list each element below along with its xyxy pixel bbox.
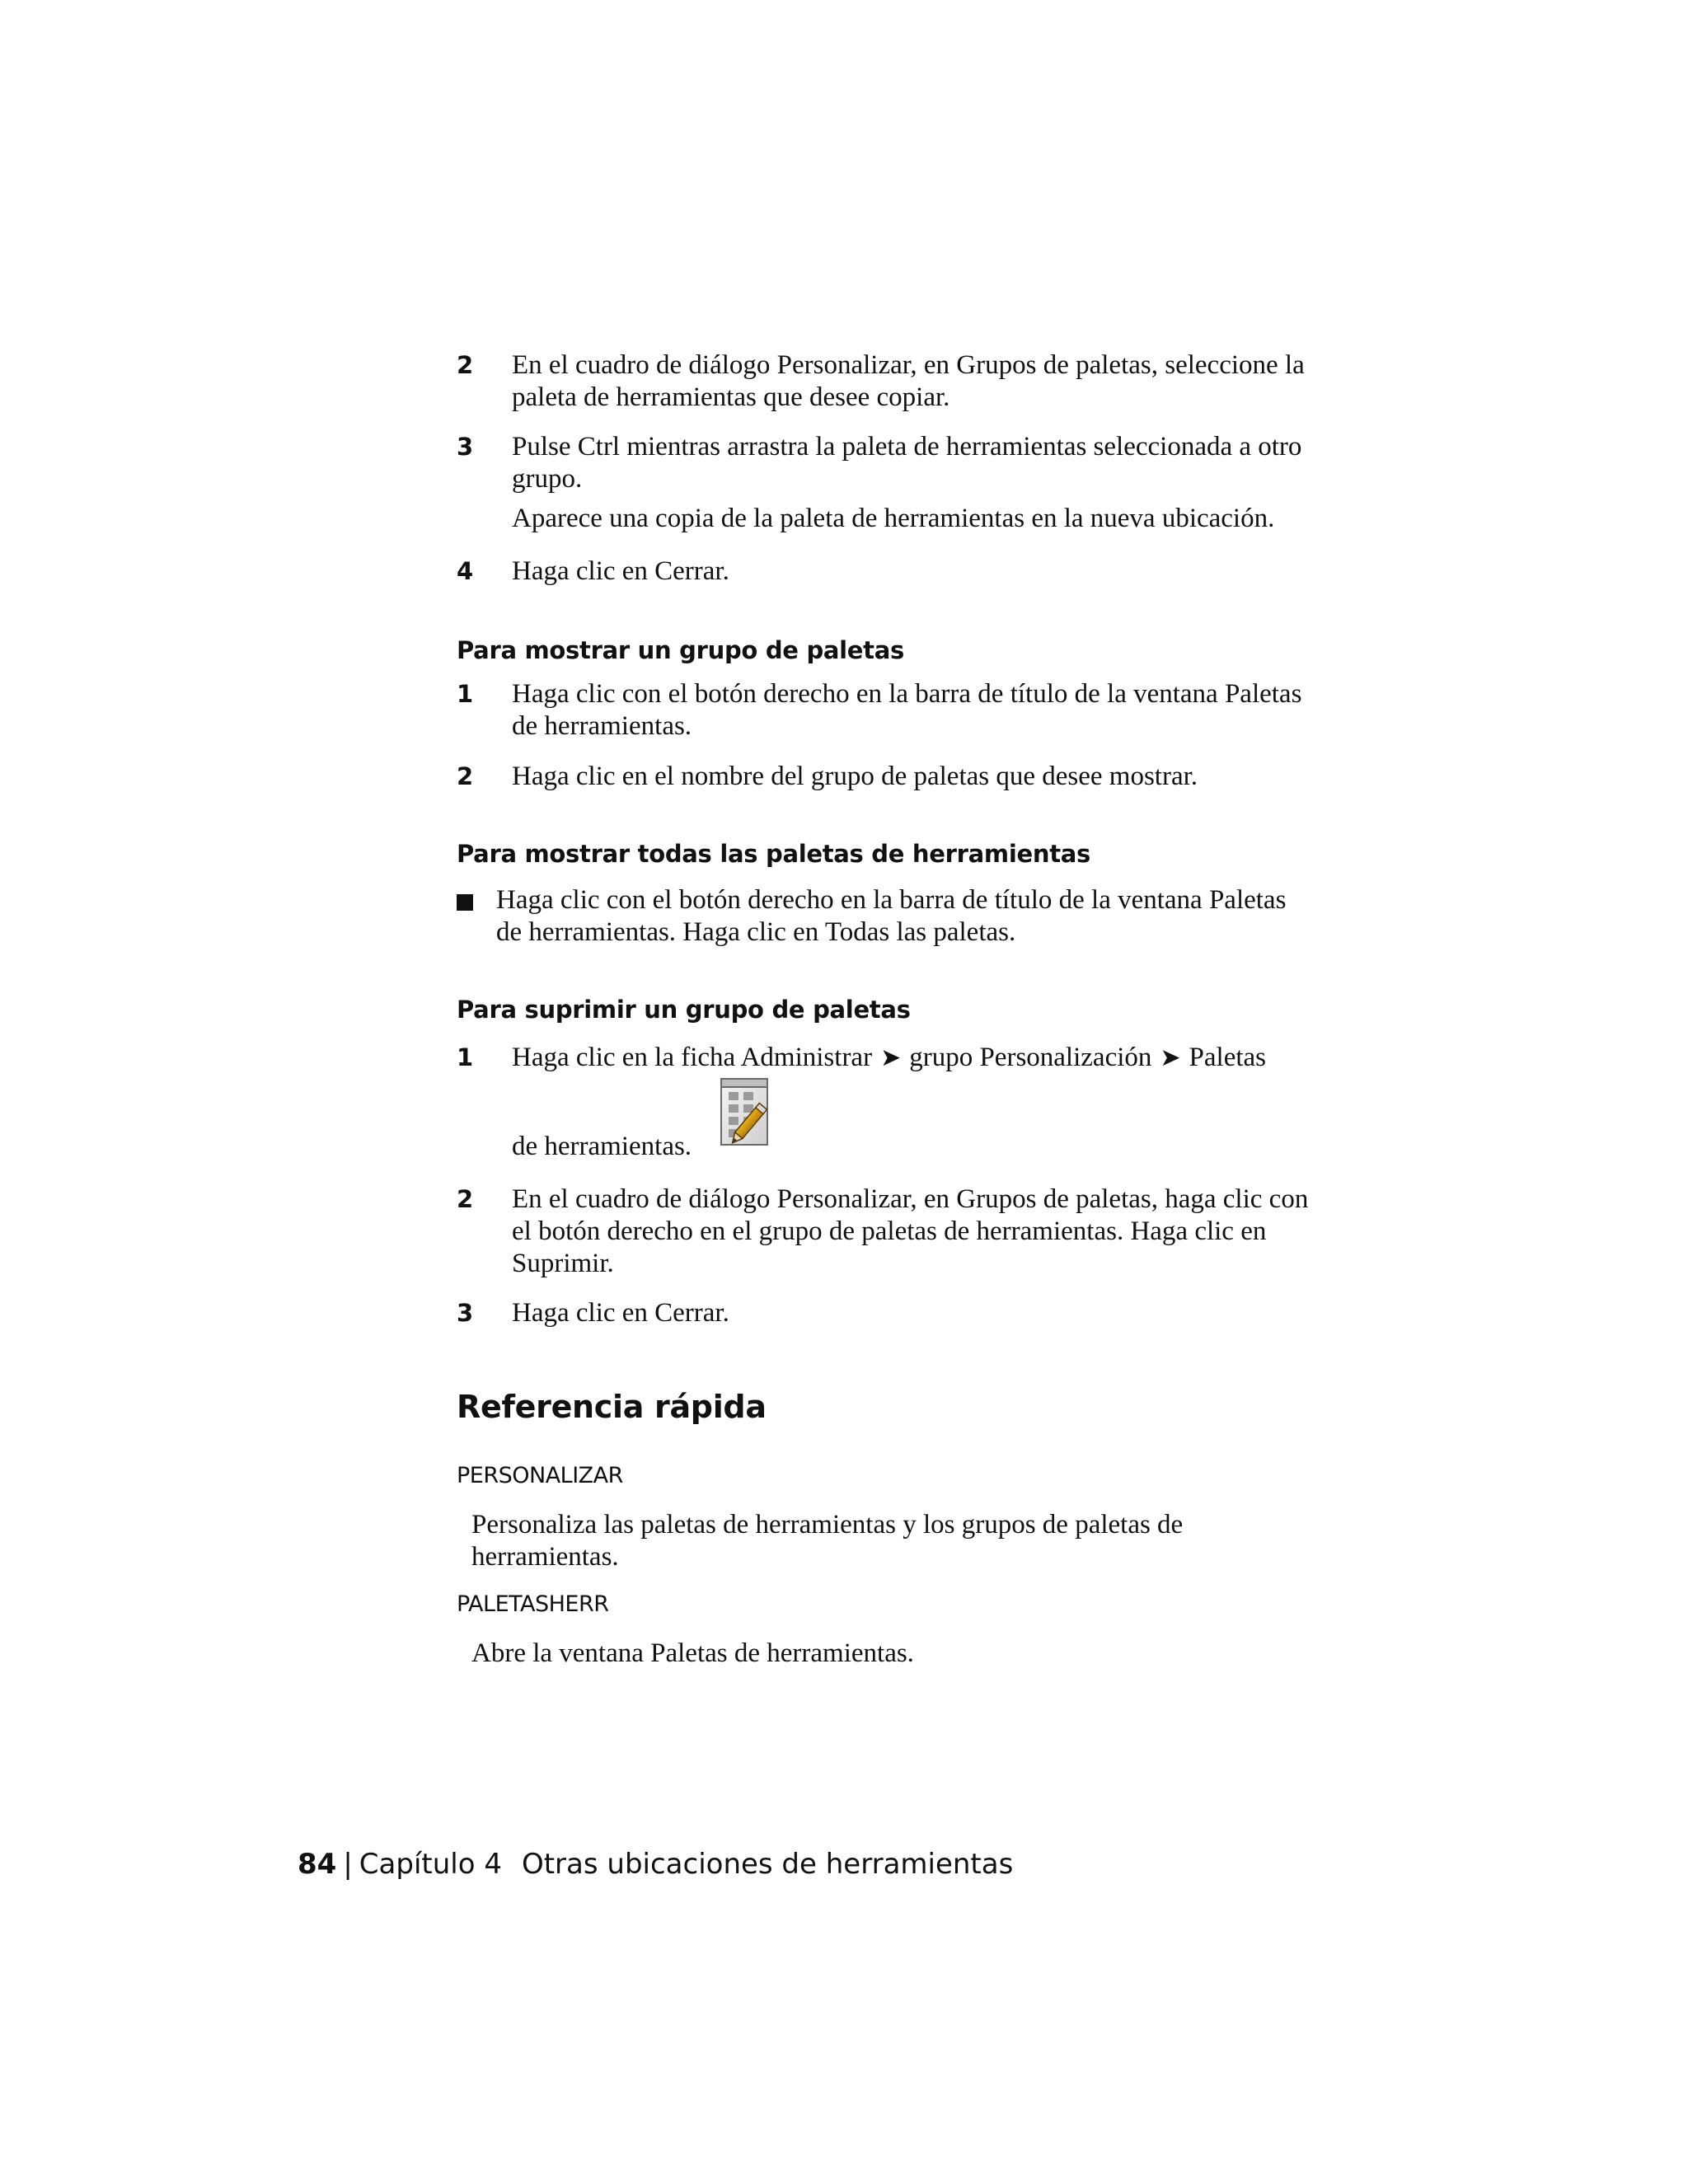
footer-separator: | bbox=[343, 1848, 353, 1881]
command-name-paletasherr: PALETASHERR bbox=[457, 1591, 609, 1617]
chapter-label: Capítulo 4 bbox=[359, 1848, 502, 1881]
ribbon-tab-text: Haga clic en la ficha Administrar bbox=[512, 1043, 873, 1072]
step-number: 4 bbox=[457, 557, 474, 585]
step-text-line: grupo. bbox=[512, 464, 583, 494]
page-number: 84 bbox=[298, 1848, 337, 1881]
command-name-personalizar: PERSONALIZAR bbox=[457, 1463, 623, 1488]
description-line: Personaliza las paletas de herramientas y los grupos de paletas de bbox=[471, 1510, 1184, 1540]
bullet-item bbox=[496, 884, 1444, 949]
procedure-heading-show-all: Para mostrar todas las paletas de herramientas bbox=[457, 840, 1090, 868]
step-text-line: Suprimir. bbox=[512, 1249, 614, 1278]
step-text-line: En el cuadro de diálogo Personalizar, en Grupos de paletas, haga clic con bbox=[512, 1184, 1309, 1214]
bullet-text-line: Haga clic con el botón derecho en la barra de título de la ventana Paletas bbox=[496, 885, 1287, 915]
step-text-line: Haga clic en el nombre del grupo de paletas que desee mostrar. bbox=[512, 762, 1198, 791]
step-number: 2 bbox=[457, 351, 474, 379]
command-description bbox=[471, 1638, 1296, 1670]
procedure-heading-delete-group: Para suprimir un grupo de paletas bbox=[457, 996, 911, 1024]
bullet-square-icon bbox=[457, 894, 473, 911]
description-line: herramientas. bbox=[471, 1542, 619, 1572]
step-number: 3 bbox=[457, 433, 474, 461]
page-footer bbox=[298, 1846, 1013, 1882]
bullet-text-line: de herramientas. Haga clic en Todas las paletas. bbox=[496, 917, 1016, 947]
step-number: 2 bbox=[457, 1185, 474, 1213]
step-number: 1 bbox=[457, 1043, 474, 1071]
step-text-line: Haga clic con el botón derecho en la barra de título de la ventana Paletas bbox=[512, 679, 1302, 709]
procedure-heading-show-group: Para mostrar un grupo de paletas bbox=[457, 636, 904, 664]
step-result-note: Aparece una copia de la paleta de herramientas en la nueva ubicación. bbox=[512, 504, 1275, 533]
step-text-line: Haga clic en Cerrar. bbox=[512, 1298, 729, 1328]
tool-palettes-icon bbox=[719, 1077, 785, 1151]
step-text-line: Haga clic en Cerrar. bbox=[512, 556, 729, 586]
chapter-title: Otras ubicaciones de herramientas bbox=[521, 1848, 1014, 1881]
arrow-right-icon: ➤ bbox=[1160, 1043, 1181, 1072]
step-text-line: Pulse Ctrl mientras arrastra la paleta de herramientas seleccionada a otro bbox=[512, 432, 1302, 462]
step-number: 3 bbox=[457, 1299, 474, 1327]
step-text-line: de herramientas. bbox=[512, 711, 692, 741]
step-text-line: el botón derecho en el grupo de paletas de herramientas. Haga clic en bbox=[512, 1216, 1267, 1246]
ribbon-panel-text: grupo Personalización bbox=[909, 1043, 1152, 1072]
step-number: 2 bbox=[457, 762, 474, 790]
quick-reference-title: Referencia rápida bbox=[457, 1389, 767, 1425]
step-text-line: paleta de herramientas que desee copiar. bbox=[512, 382, 950, 412]
command-description bbox=[471, 1509, 1296, 1573]
step-number: 1 bbox=[457, 680, 474, 708]
step-text-line: de herramientas. bbox=[512, 1132, 692, 1161]
ribbon-button-text: Paletas bbox=[1189, 1043, 1267, 1072]
description-line: Abre la ventana Paletas de herramientas. bbox=[471, 1638, 914, 1668]
arrow-right-icon: ➤ bbox=[880, 1043, 902, 1072]
step-text-line: En el cuadro de diálogo Personalizar, en Grupos de paletas, seleccione la bbox=[512, 350, 1305, 380]
